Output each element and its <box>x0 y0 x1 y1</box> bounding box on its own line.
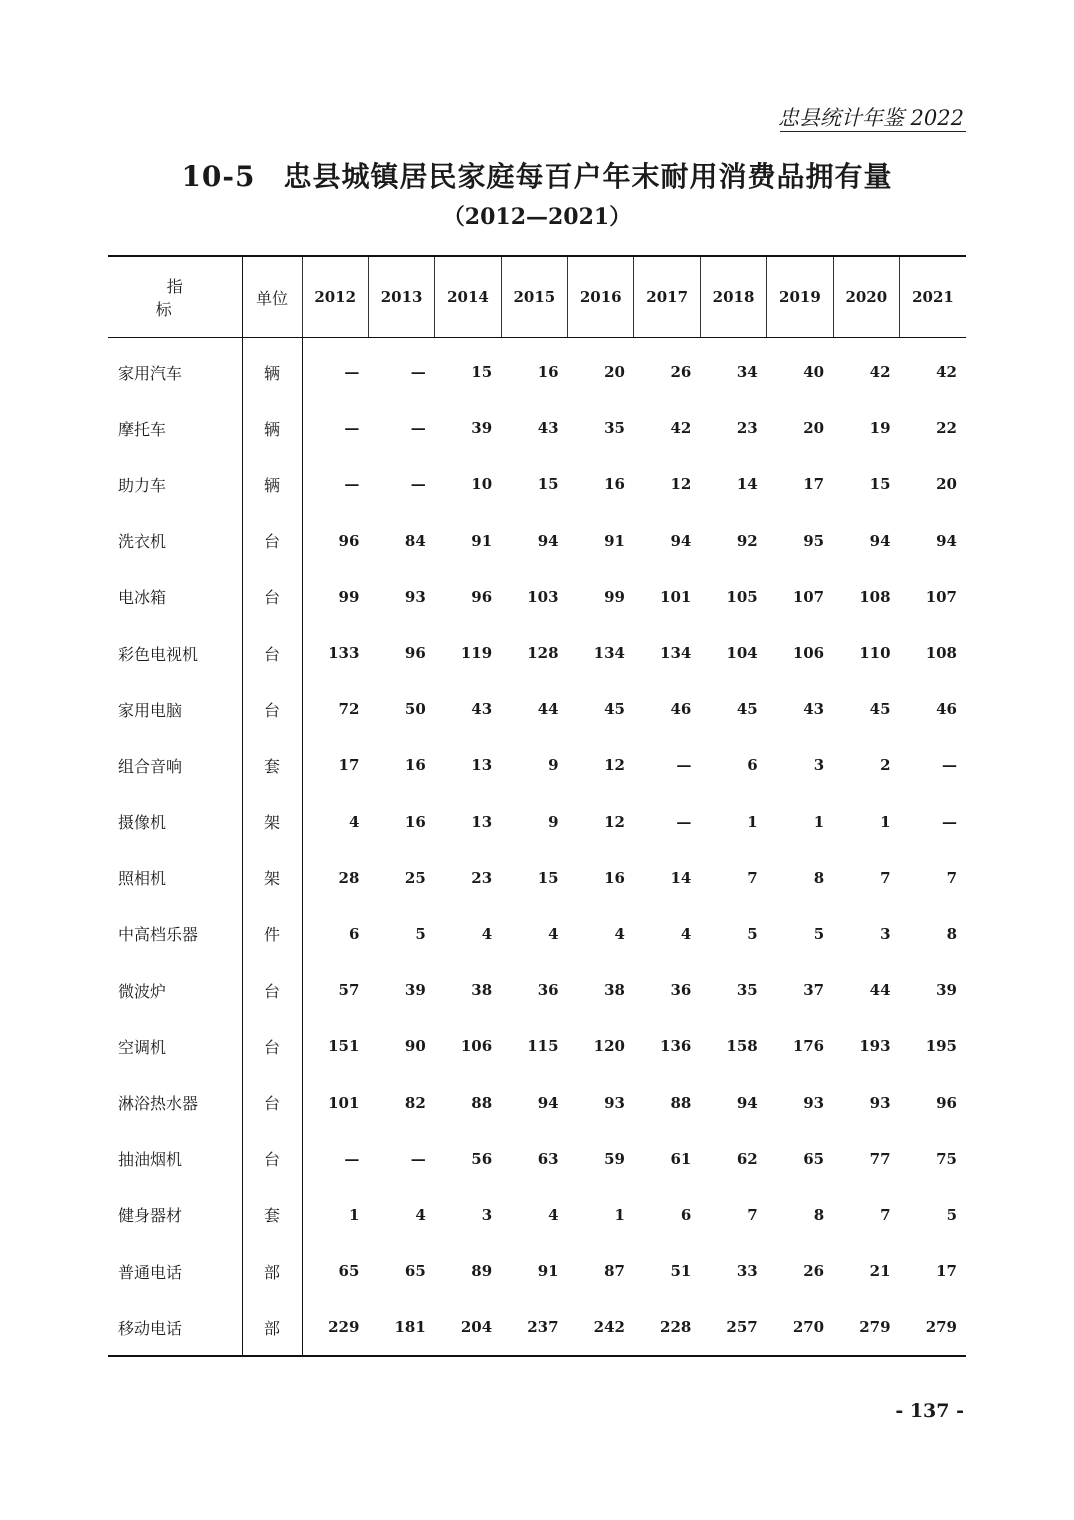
value-cell: 94 <box>869 531 891 550</box>
value-cell: 96 <box>936 1093 957 1112</box>
value-cell: 91 <box>471 531 493 550</box>
table-row <box>108 1131 966 1187</box>
value-cell: 176 <box>792 1037 825 1056</box>
value-cell: 17 <box>936 1262 957 1281</box>
table-row <box>108 1018 966 1074</box>
unit-cell: 架 <box>242 794 302 850</box>
value-cell: 2 <box>880 756 891 775</box>
unit-cell: 台 <box>242 569 302 625</box>
value-cell: 91 <box>604 531 625 550</box>
value-cell: 39 <box>471 419 493 438</box>
unit-cell: 台 <box>242 513 302 569</box>
year-header: 2019 <box>767 256 833 338</box>
unit-cell: 台 <box>242 1018 302 1074</box>
value-cell: 19 <box>869 419 891 438</box>
value-cell: 1 <box>747 812 758 831</box>
value-cell: 95 <box>803 531 825 550</box>
value-cell: 4 <box>614 924 625 943</box>
indicator-cell: 家用汽车 <box>118 363 183 383</box>
table-row <box>108 338 966 401</box>
value-cell: 3 <box>880 924 891 943</box>
value-cell: 43 <box>537 419 559 438</box>
value-cell: — <box>410 475 426 494</box>
value-cell: 36 <box>537 981 559 1000</box>
value-cell: 34 <box>736 363 758 382</box>
value-cell: 15 <box>537 475 559 494</box>
value-cell: 87 <box>604 1262 625 1281</box>
value-cell: 93 <box>869 1093 891 1112</box>
table-row <box>108 850 966 906</box>
value-cell: — <box>676 812 692 831</box>
indicator-cell: 中高档乐器 <box>118 925 199 945</box>
value-cell: 237 <box>527 1318 559 1337</box>
value-cell: 59 <box>604 1149 625 1168</box>
value-cell: 37 <box>803 981 825 1000</box>
table-row <box>108 513 966 569</box>
indicator-cell: 电冰箱 <box>118 588 167 608</box>
yearbook-header: 忠县统计年鉴 2022 <box>777 106 964 130</box>
value-cell: 4 <box>680 924 692 943</box>
value-cell: 107 <box>925 587 957 606</box>
value-cell: 134 <box>593 644 625 663</box>
year-header: 2020 <box>833 256 899 338</box>
value-cell: 119 <box>460 644 493 663</box>
value-cell: 4 <box>415 1205 426 1224</box>
value-cell: 88 <box>670 1093 692 1112</box>
value-cell: 94 <box>936 531 957 550</box>
indicator-cell: 抽油烟机 <box>118 1150 183 1170</box>
value-cell: 44 <box>537 700 559 719</box>
value-cell: 105 <box>726 587 758 606</box>
value-cell: 36 <box>670 981 692 1000</box>
unit-cell: 件 <box>242 906 302 962</box>
value-cell: 17 <box>338 756 360 775</box>
value-cell: 10 <box>471 475 493 494</box>
value-cell: 23 <box>736 419 758 438</box>
value-cell: 46 <box>936 700 957 719</box>
value-cell: 91 <box>537 1262 559 1281</box>
value-cell: 65 <box>404 1262 426 1281</box>
table-title-text: 忠县城镇居民家庭每百户年末耐用消费品拥有量 <box>283 160 893 193</box>
table-row <box>108 1299 966 1356</box>
value-cell: — <box>344 475 360 494</box>
table-row <box>108 456 966 512</box>
year-header: 2018 <box>700 256 766 338</box>
indicator-cell: 普通电话 <box>118 1262 183 1282</box>
value-cell: 15 <box>869 475 891 494</box>
value-cell: 101 <box>328 1093 360 1112</box>
value-cell: 12 <box>670 475 692 494</box>
value-cell: 13 <box>471 756 493 775</box>
value-cell: 20 <box>936 475 957 494</box>
value-cell: 115 <box>527 1037 559 1056</box>
value-cell: 17 <box>803 475 825 494</box>
indicator-cell: 洗衣机 <box>118 532 167 552</box>
value-cell: 106 <box>792 644 825 663</box>
indicator-header: 指 标 <box>108 256 242 338</box>
value-cell: 25 <box>404 868 426 887</box>
value-cell: 13 <box>471 812 493 831</box>
value-cell: 82 <box>404 1093 426 1112</box>
value-cell: 50 <box>404 700 426 719</box>
value-cell: 56 <box>471 1149 493 1168</box>
value-cell: 16 <box>604 475 625 494</box>
value-cell: 38 <box>471 981 493 1000</box>
value-cell: 158 <box>726 1037 758 1056</box>
unit-cell: 辆 <box>242 456 302 512</box>
value-cell: 9 <box>548 812 559 831</box>
unit-cell: 台 <box>242 1074 302 1130</box>
value-cell: 45 <box>736 700 758 719</box>
value-cell: 62 <box>736 1149 758 1168</box>
value-cell: 204 <box>460 1318 493 1337</box>
value-cell: 46 <box>670 700 692 719</box>
indicator-cell: 组合音响 <box>118 756 183 776</box>
table-row <box>108 1243 966 1299</box>
value-cell: 1 <box>614 1205 625 1224</box>
value-cell: 5 <box>946 1205 957 1224</box>
unit-cell: 台 <box>242 962 302 1018</box>
value-cell: 38 <box>604 981 625 1000</box>
unit-cell: 架 <box>242 850 302 906</box>
value-cell: 57 <box>338 981 360 1000</box>
indicator-cell: 移动电话 <box>118 1318 183 1338</box>
value-cell: 94 <box>537 1093 559 1112</box>
value-cell: 75 <box>936 1149 957 1168</box>
table-row <box>108 906 966 962</box>
table-row <box>108 962 966 1018</box>
year-header: 2021 <box>900 256 966 338</box>
table-row <box>108 400 966 456</box>
value-cell: 5 <box>415 924 426 943</box>
value-cell: 20 <box>803 419 825 438</box>
value-cell: 94 <box>670 531 692 550</box>
value-cell: 8 <box>813 868 825 887</box>
value-cell: — <box>676 756 692 775</box>
value-cell: 7 <box>880 868 891 887</box>
value-cell: 133 <box>328 644 360 663</box>
value-cell: 1 <box>813 812 825 831</box>
value-cell: 228 <box>660 1318 692 1337</box>
value-cell: 9 <box>548 756 559 775</box>
value-cell: 14 <box>670 868 692 887</box>
page-number: - 137 - <box>895 1400 964 1422</box>
unit-cell: 套 <box>242 737 302 793</box>
value-cell: — <box>942 812 957 831</box>
value-cell: 16 <box>604 868 625 887</box>
value-cell: 35 <box>604 419 625 438</box>
value-cell: 20 <box>604 363 625 382</box>
value-cell: 39 <box>936 981 957 1000</box>
year-header: 2015 <box>501 256 567 338</box>
value-cell: 42 <box>869 363 891 382</box>
value-cell: — <box>410 419 426 438</box>
value-cell: 5 <box>747 924 758 943</box>
value-cell: 96 <box>404 644 426 663</box>
table-row <box>108 1074 966 1130</box>
value-cell: 107 <box>792 587 825 606</box>
value-cell: 110 <box>859 644 891 663</box>
table-row <box>108 569 966 625</box>
value-cell: 61 <box>670 1149 692 1168</box>
value-cell: 270 <box>792 1318 825 1337</box>
value-cell: 72 <box>338 700 360 719</box>
indicator-cell: 健身器材 <box>118 1206 183 1226</box>
value-cell: 63 <box>537 1149 559 1168</box>
value-cell: 16 <box>537 363 559 382</box>
value-cell: 96 <box>471 587 493 606</box>
value-cell: 94 <box>736 1093 758 1112</box>
value-cell: 93 <box>803 1093 825 1112</box>
value-cell: 88 <box>471 1093 493 1112</box>
value-cell: 128 <box>527 644 559 663</box>
table-body <box>108 338 966 1357</box>
value-cell: 229 <box>328 1318 360 1337</box>
value-cell: 92 <box>736 531 758 550</box>
value-cell: 23 <box>471 868 493 887</box>
value-cell: 14 <box>736 475 758 494</box>
value-cell: 16 <box>404 812 426 831</box>
unit-cell: 辆 <box>242 338 302 401</box>
value-cell: 26 <box>670 363 692 382</box>
table-row <box>108 737 966 793</box>
unit-cell: 部 <box>242 1243 302 1299</box>
value-cell: 181 <box>394 1318 426 1337</box>
value-cell: 7 <box>747 1205 758 1224</box>
unit-cell: 辆 <box>242 400 302 456</box>
value-cell: 7 <box>946 868 957 887</box>
value-cell: 136 <box>660 1037 692 1056</box>
indicator-cell: 摄像机 <box>118 813 167 833</box>
durable-goods-table <box>108 255 966 1357</box>
value-cell: 16 <box>404 756 426 775</box>
table-row <box>108 681 966 737</box>
value-cell: 40 <box>803 363 825 382</box>
value-cell: 84 <box>404 531 426 550</box>
value-cell: 103 <box>527 587 559 606</box>
value-cell: 279 <box>925 1318 957 1337</box>
value-cell: 151 <box>328 1037 360 1056</box>
value-cell: — <box>942 756 957 775</box>
value-cell: 8 <box>813 1205 825 1224</box>
value-cell: — <box>410 363 426 382</box>
value-cell: 39 <box>404 981 426 1000</box>
year-header: 2014 <box>435 256 501 338</box>
unit-cell: 台 <box>242 681 302 737</box>
year-header: 2012 <box>302 256 368 338</box>
value-cell: 65 <box>338 1262 360 1281</box>
table-row <box>108 1187 966 1243</box>
value-cell: 90 <box>404 1037 426 1056</box>
value-cell: 51 <box>670 1262 692 1281</box>
unit-cell: 部 <box>242 1299 302 1356</box>
value-cell: 77 <box>869 1149 891 1168</box>
value-cell: 7 <box>880 1205 891 1224</box>
indicator-cell: 空调机 <box>118 1037 167 1057</box>
header-rule <box>780 131 966 132</box>
value-cell: 21 <box>869 1262 891 1281</box>
table-row <box>108 794 966 850</box>
value-cell: 101 <box>660 587 692 606</box>
value-cell: 3 <box>481 1205 493 1224</box>
value-cell: 22 <box>936 419 957 438</box>
value-cell: 8 <box>946 924 957 943</box>
value-cell: 134 <box>660 644 692 663</box>
table-header-row <box>108 256 966 338</box>
value-cell: 242 <box>593 1318 625 1337</box>
value-cell: 15 <box>471 363 493 382</box>
value-cell: 4 <box>348 812 360 831</box>
value-cell: 15 <box>537 868 559 887</box>
value-cell: 99 <box>338 587 360 606</box>
value-cell: — <box>344 419 360 438</box>
table-subtitle: （2012—2021） <box>442 204 632 230</box>
value-cell: 106 <box>460 1037 493 1056</box>
value-cell: — <box>344 363 360 382</box>
unit-cell: 套 <box>242 1187 302 1243</box>
value-cell: 65 <box>803 1149 825 1168</box>
value-cell: 94 <box>537 531 559 550</box>
indicator-cell: 家用电脑 <box>118 700 183 720</box>
value-cell: 108 <box>925 644 957 663</box>
indicator-cell: 微波炉 <box>118 981 167 1001</box>
value-cell: 108 <box>859 587 891 606</box>
value-cell: 6 <box>348 924 360 943</box>
value-cell: 26 <box>803 1262 825 1281</box>
unit-cell: 台 <box>242 625 302 681</box>
indicator-cell: 摩托车 <box>118 419 167 439</box>
value-cell: 7 <box>747 868 758 887</box>
value-cell: 12 <box>604 812 625 831</box>
value-cell: 96 <box>338 531 360 550</box>
indicator-cell: 淋浴热水器 <box>118 1094 199 1114</box>
table-number: 10-5 <box>181 160 256 193</box>
value-cell: 1 <box>348 1205 360 1224</box>
value-cell: 4 <box>481 924 493 943</box>
unit-header: 单位 <box>242 256 302 338</box>
value-cell: 89 <box>471 1262 493 1281</box>
year-header: 2016 <box>568 256 634 338</box>
value-cell: 45 <box>869 700 891 719</box>
year-header: 2013 <box>368 256 434 338</box>
value-cell: 4 <box>548 924 559 943</box>
value-cell: — <box>410 1149 426 1168</box>
value-cell: 28 <box>338 868 360 887</box>
value-cell: 45 <box>604 700 625 719</box>
value-cell: 43 <box>471 700 493 719</box>
indicator-cell: 彩色电视机 <box>118 644 199 664</box>
value-cell: 12 <box>604 756 625 775</box>
value-cell: 99 <box>604 587 625 606</box>
value-cell: 104 <box>726 644 758 663</box>
value-cell: 195 <box>925 1037 957 1056</box>
value-cell: 3 <box>813 756 825 775</box>
indicator-cell: 照相机 <box>118 869 167 889</box>
value-cell: — <box>344 1149 360 1168</box>
value-cell: 6 <box>747 756 758 775</box>
unit-cell: 台 <box>242 1131 302 1187</box>
value-cell: 279 <box>859 1318 891 1337</box>
indicator-cell: 助力车 <box>118 475 167 495</box>
value-cell: 5 <box>813 924 825 943</box>
value-cell: 35 <box>736 981 758 1000</box>
value-cell: 93 <box>604 1093 625 1112</box>
table-title <box>0 155 1074 195</box>
value-cell: 43 <box>803 700 825 719</box>
value-cell: 93 <box>404 587 426 606</box>
value-cell: 42 <box>936 363 957 382</box>
value-cell: 6 <box>680 1205 692 1224</box>
year-header: 2017 <box>634 256 700 338</box>
value-cell: 193 <box>859 1037 891 1056</box>
value-cell: 120 <box>593 1037 625 1056</box>
value-cell: 44 <box>869 981 891 1000</box>
table-row <box>108 625 966 681</box>
value-cell: 42 <box>670 419 692 438</box>
value-cell: 4 <box>548 1205 559 1224</box>
value-cell: 257 <box>726 1318 758 1337</box>
value-cell: 33 <box>736 1262 758 1281</box>
value-cell: 1 <box>880 812 891 831</box>
